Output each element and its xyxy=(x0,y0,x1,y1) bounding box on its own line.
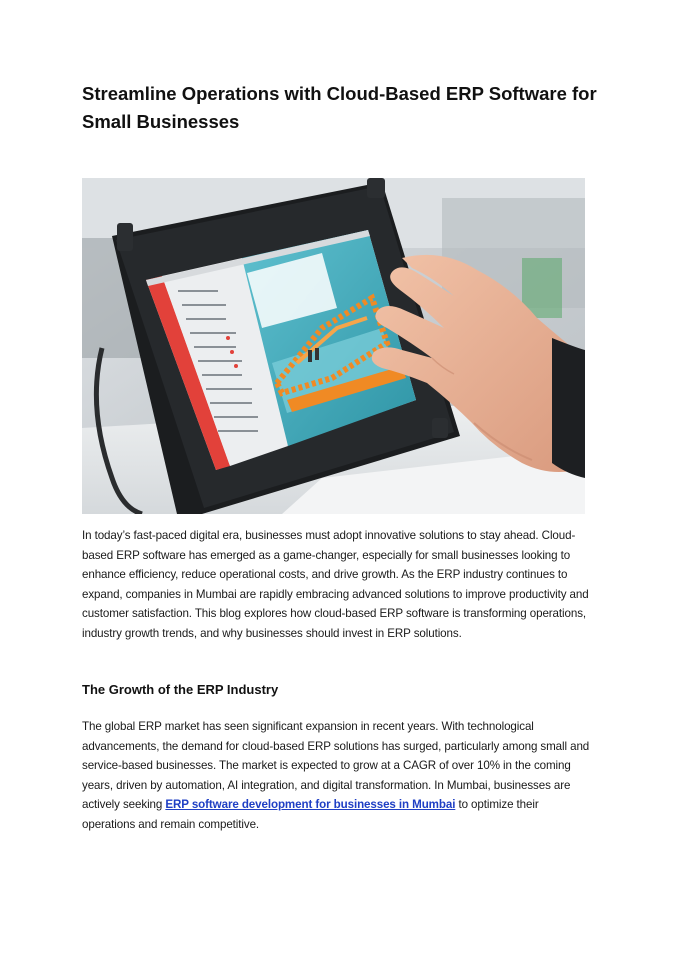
intro-paragraph: In today’s fast-paced digital era, businesses must adopt innovative solutions to stay ahead. Cloud-based ERP software has emerged as a game-changer, especially for small businesses looking to enhance efficiency, reduce operational costs, and drive growth. As the ERP industry continues to expand, companies in Mumbai are rapidly embracing advanced solutions to improve productivity and customer satisfaction. This blog explores how cloud-based ERP software is transforming operations, industry growth trends, and why businesses should invest in ERP solutions. xyxy=(82,529,589,640)
section-text-after-link: to optimize their operations and remain competitive. xyxy=(82,798,539,831)
article-title: Streamline Operations with Cloud-Based ERP Software for Small Businesses xyxy=(82,83,597,132)
hero-image xyxy=(82,178,585,514)
section-text-before-link: The global ERP market has seen significant expansion in recent years. With technological advancements, the demand for cloud-based ERP solutions has surged, particularly among small and service-based businesses. The market is expected to grow at a CAGR of over 10% in the coming years, driven by automation, AI integration, and digital transformation. In Mumbai, businesses are actively seeking xyxy=(82,720,590,812)
erp-mumbai-link[interactable]: ERP software development for businesses in Mumbai xyxy=(165,798,456,812)
section-heading: The Growth of the ERP Industry xyxy=(82,682,279,697)
section-paragraph xyxy=(82,717,592,835)
hand-touching-tablet-photo xyxy=(82,178,585,514)
